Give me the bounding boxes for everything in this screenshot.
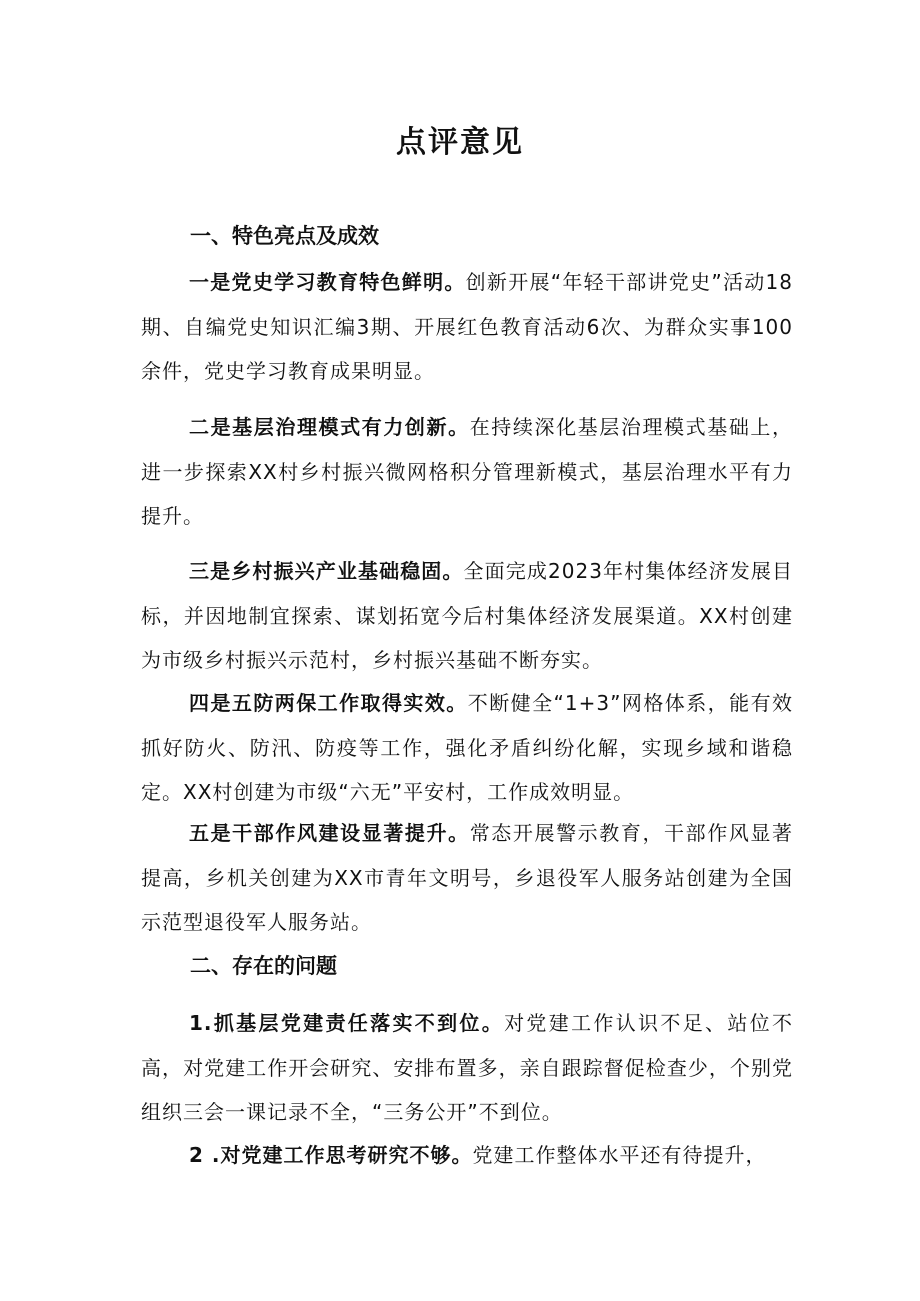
paragraph-lead: 二是基层治理模式有力创新。: [189, 415, 470, 439]
paragraph-lead: 2 .对党建工作思考研究不够。: [189, 1143, 473, 1167]
paragraph-lead: 1.抓基层党建责任落实不到位。: [189, 1011, 505, 1035]
paragraph-problem-2: [141, 1133, 793, 1178]
paragraph-body: 对党建工作认识不足、站位不高，对党建工作开会研究、安排布置多，亲自跟踪督促检查少，个别党组织三会一课记录不全，“三务公开”不到位。: [141, 1011, 794, 1124]
section-heading-highlights: 一、特色亮点及成效: [190, 224, 379, 248]
paragraph-problem-1: [141, 1001, 793, 1135]
paragraph-body: 全面完成2023年村集体经济发展目标，并因地制宜探索、谋划拓宽今后村集体经济发展渠道。XX村创建为市级乡村振兴示范村，乡村振兴基础不断夯实。: [141, 559, 793, 672]
paragraph-item-3: [141, 549, 793, 683]
paragraph-lead: 三是乡村振兴产业基础稳固。: [189, 559, 464, 583]
paragraph-item-4: [141, 681, 793, 815]
paragraph-body: 党建工作整体水平还有待提升，: [472, 1143, 767, 1167]
paragraph-body: 不断健全“1+3”网格体系，能有效抓好防火、防汛、防疫等工作，强化矛盾纠纷化解，实现乡域和谐稳定。XX村创建为市级“六无”平安村，工作成效明显。: [141, 691, 794, 804]
paragraph-body: 创新开展“年轻干部讲党史”活动18期、自编党史知识汇编3期、开展红色教育活动6次、为群众实事100余件，党史学习教育成果明显。: [141, 270, 794, 383]
paragraph-item-1: [141, 260, 793, 394]
paragraph-item-5: [141, 811, 793, 945]
paragraph-lead: 一是党史学习教育特色鲜明。: [189, 270, 466, 294]
section-heading-problems: 二、存在的问题: [190, 954, 337, 978]
paragraph-lead: 五是干部作风建设显著提升。: [189, 821, 470, 845]
page-title: 点评意见: [396, 125, 524, 160]
paragraph-item-2: [141, 405, 793, 539]
paragraph-body: 常态开展警示教育，干部作风显著提高，乡机关创建为XX市青年文明号，乡退役军人服务站创建为全国示范型退役军人服务站。: [141, 821, 794, 934]
paragraph-lead: 四是五防两保工作取得实效。: [189, 691, 468, 715]
paragraph-body: 在持续深化基层治理模式基础上，进一步探索XX村乡村振兴微网格积分管理新模式，基层治理水平有力提升。: [141, 415, 794, 528]
